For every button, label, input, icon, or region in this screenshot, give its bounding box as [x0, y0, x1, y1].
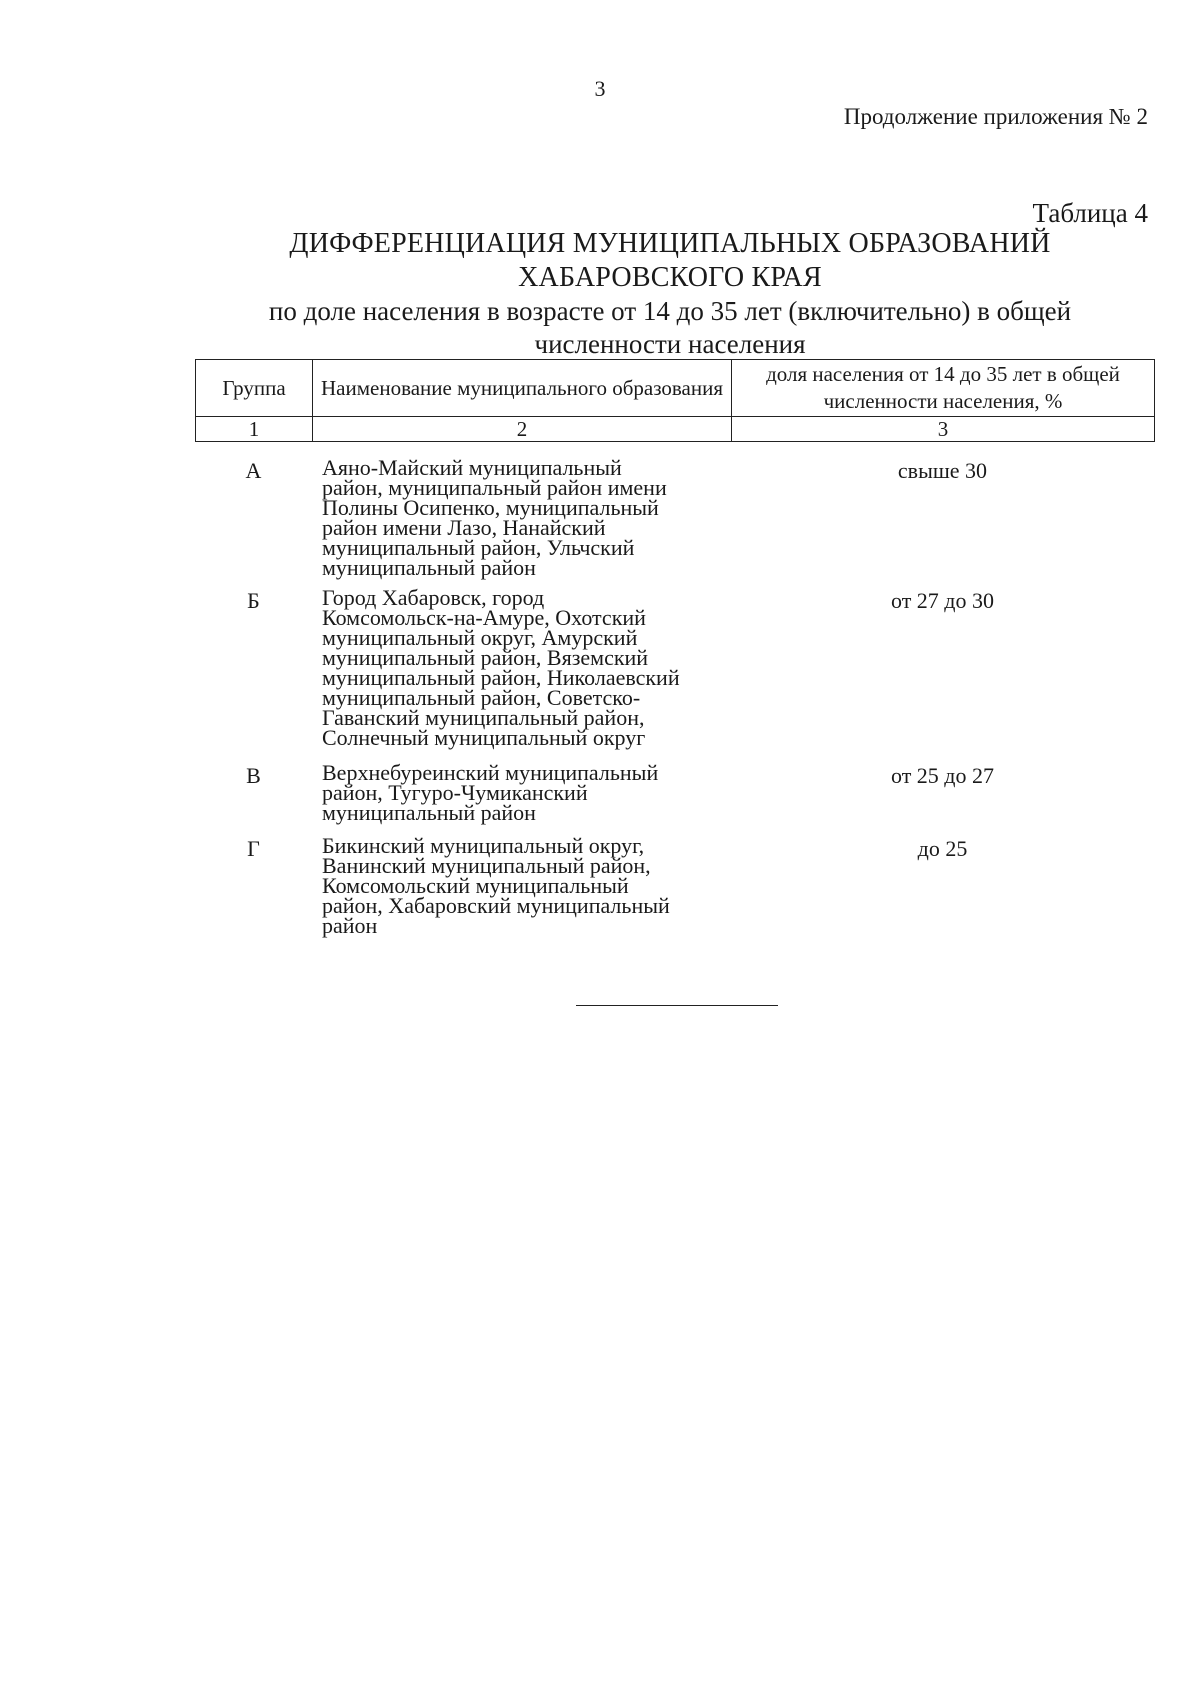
municipality-line: район имени Лазо, Нанайский [322, 515, 606, 540]
population-share: до 25 [917, 836, 968, 861]
table-header-row [196, 360, 1155, 417]
appendix-note: Продолжение приложения № 2 [843, 104, 1148, 129]
document-subtitle-line-2: численности населения [534, 329, 806, 359]
municipality-line: Бикинский муниципальный округ, [322, 833, 645, 858]
municipality-line: район, Тугуро-Чумиканский [322, 780, 588, 805]
municipality-line: муниципальный округ, Амурский [322, 625, 638, 650]
table-label: Таблица 4 [1032, 198, 1148, 228]
group-letter: А [245, 458, 262, 483]
population-share: свыше 30 [897, 458, 988, 483]
header-group: Группа [196, 360, 313, 417]
municipality-line: район, Хабаровский муниципальный [322, 893, 670, 918]
municipality-line: Полины Осипенко, муниципальный [322, 495, 659, 520]
document-title-line-2: ХАБАРОВСКОГО КРАЯ [518, 262, 822, 293]
page-number: 3 [594, 76, 606, 101]
municipality-list [322, 760, 742, 825]
municipality-line: Солнечный муниципальный округ [322, 725, 646, 750]
header-name: Наименование муниципального образования [313, 360, 732, 417]
municipality-line: муниципальный район, Ульчский [322, 535, 635, 560]
municipality-line: район [322, 913, 378, 938]
document-title-line-1: ДИФФЕРЕНЦИАЦИЯ МУНИЦИПАЛЬНЫХ ОБРАЗОВАНИЙ [289, 228, 1051, 259]
municipality-list [322, 455, 742, 580]
document-subtitle-line-1: по доле населения в возрасте от 14 до 35 лет (включительно) в общей [268, 296, 1072, 326]
end-divider [576, 1005, 778, 1006]
municipality-line: Верхнебуреинский муниципальный [322, 760, 659, 785]
column-number: 3 [732, 417, 1155, 442]
table-header [195, 359, 1155, 442]
population-share: от 27 до 30 [890, 588, 995, 613]
municipality-line: муниципальный район [322, 555, 536, 580]
group-letter: Г [247, 836, 260, 861]
column-number: 1 [196, 417, 313, 442]
population-share: от 25 до 27 [890, 763, 995, 788]
group-letter: Б [247, 588, 260, 613]
header-share: доля населения от 14 до 35 лет в общей численности населения, % [732, 360, 1155, 417]
municipality-line: Ванинский муниципальный район, [322, 853, 651, 878]
municipality-line: район, муниципальный район имени [322, 475, 667, 500]
municipality-line: Комсомольск-на-Амуре, Охотский [322, 605, 646, 630]
column-number: 2 [313, 417, 732, 442]
municipality-line: Комсомольский муниципальный [322, 873, 629, 898]
municipality-line: Гаванский муниципальный район, [322, 705, 645, 730]
municipality-list [322, 585, 742, 750]
municipality-line: муниципальный район, Вяземский [322, 645, 649, 670]
municipality-line: муниципальный район, Советско- [322, 685, 641, 710]
municipality-line: муниципальный район [322, 800, 536, 825]
column-number-row [196, 417, 1155, 442]
group-letter: В [246, 763, 261, 788]
municipality-line: муниципальный район, Николаевский [322, 665, 680, 690]
municipality-line: Город Хабаровск, город [322, 585, 545, 610]
municipality-line: Аяно-Майский муниципальный [322, 455, 622, 480]
municipality-list [322, 833, 742, 938]
